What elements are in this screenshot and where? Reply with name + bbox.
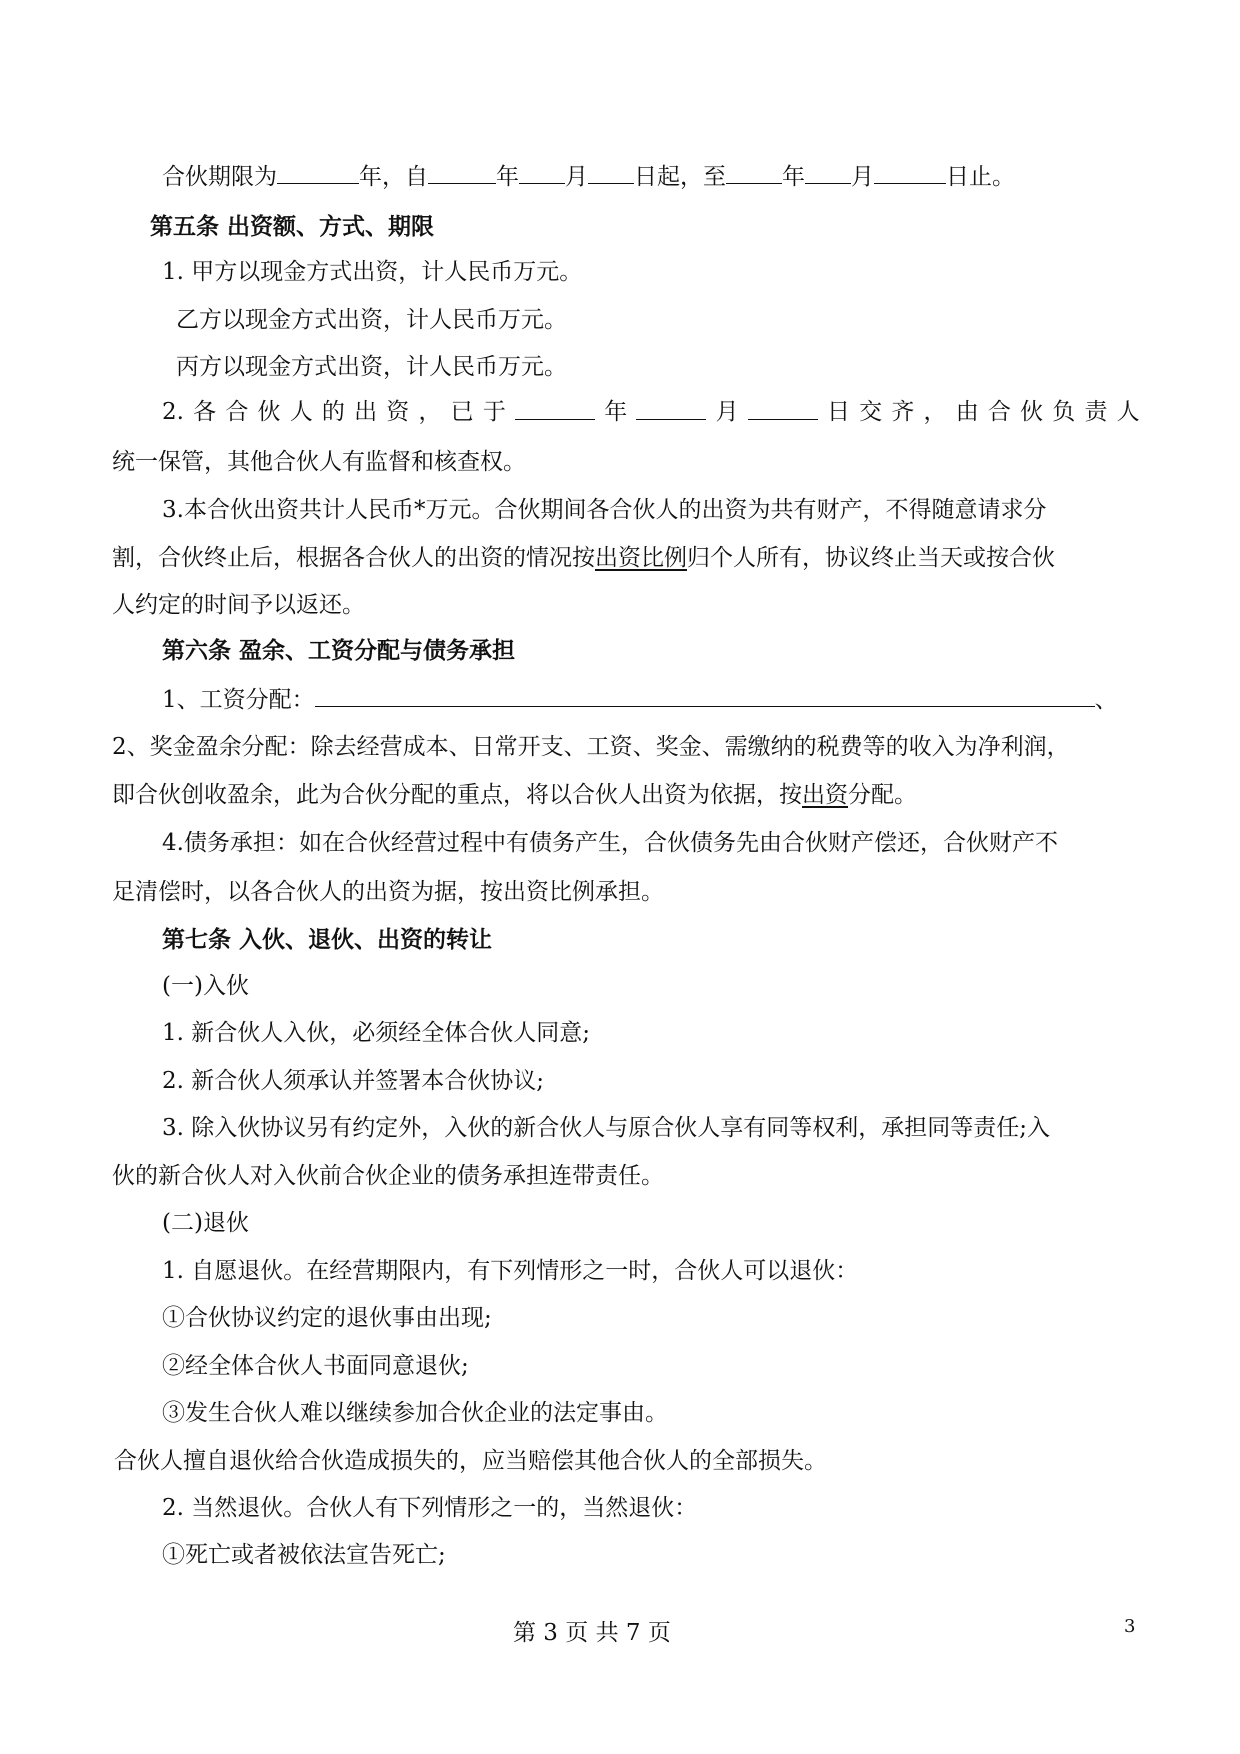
art6-item-2-line1: 2、奖金盈余分配：除去经营成本、日常开支、工资、奖金、需缴纳的税费等的收入为净利润， [112, 734, 1070, 760]
start-month-blank [519, 161, 565, 184]
art5-2-char: 合 [987, 399, 1011, 425]
art5-2-month: 月 [715, 399, 739, 425]
art5-2-char: 由 [955, 399, 979, 425]
art5-2-char: 日 [826, 399, 850, 425]
article-5-title: 第五条 出资额、方式、期限 [150, 213, 435, 240]
art5-2-char: 伙 [257, 399, 281, 425]
art5-2-char: 人 [289, 399, 313, 425]
art7-b-item-1-iii: ③发生合伙人难以继续参加合伙企业的法定事由。 [162, 1400, 668, 1426]
end-year-blank [726, 161, 782, 184]
art7-b-item-1-note: 合伙人擅自退伙给合伙造成损失的，应当赔偿其他合伙人的全部损失。 [114, 1448, 827, 1474]
art5-2-char: 伙 [1020, 399, 1044, 425]
art5-2-char: 2. [162, 399, 184, 425]
art5-2-char: 人 [1116, 399, 1140, 425]
salary-blank [315, 684, 1095, 707]
term-text-g: 月 [851, 164, 874, 190]
art5-2-char: 的 [321, 399, 345, 425]
art5-item-3-line2 [112, 543, 1055, 573]
page-number: 3 [1124, 1616, 1136, 1637]
paid-year-blank [515, 397, 595, 420]
art7-a-item-3-line2: 伙的新合伙人对入伙前合伙企业的债务承担连带责任。 [112, 1163, 664, 1189]
art5-2-year: 年 [604, 399, 628, 425]
term-text-h: 日止。 [946, 164, 1015, 190]
art5-2-char: 交 [859, 399, 883, 425]
art5-2-char: 合 [225, 399, 249, 425]
art6-2-text-a: 即合伙创收盈余，此为合伙分配的重点，将以合伙人出资为依据，按 [112, 782, 802, 808]
art5-2-char: 于 [482, 399, 506, 425]
art5-3-underlined: 出资比例 [595, 545, 687, 571]
art5-2-char: 齐 [891, 399, 915, 425]
art5-item-3-line1: 3.本合伙出资共计人民币*万元。合伙期间各合伙人的出资为共有财产，不得随意请求分 [162, 497, 1047, 523]
term-text-c: 年 [496, 164, 519, 190]
art7-b-item-1-i: ①合伙协议约定的退伙事由出现; [162, 1305, 492, 1331]
art7-a-item-2: 2. 新合伙人须承认并签署本合伙协议; [162, 1068, 545, 1094]
end-day-blank [874, 161, 946, 184]
art5-item-1: 1. 甲方以现金方式出资，计人民币万元。 [162, 259, 583, 285]
term-text-f: 年 [782, 164, 805, 190]
art6-item-4-line1: 4.债务承担：如在合伙经营过程中有债务产生，合伙债务先由合伙财产偿还，合伙财产不 [162, 830, 1058, 856]
art7-a-item-1: 1. 新合伙人入伙，必须经全体合伙人同意; [162, 1020, 591, 1046]
art5-2-char: 出 [354, 399, 378, 425]
paid-day-blank [748, 397, 818, 420]
term-years-blank [277, 161, 359, 184]
art7-b-item-1: 1. 自愿退伙。在经营期限内，有下列情形之一时，合伙人可以退伙： [162, 1258, 859, 1284]
art5-2-char: 责 [1084, 399, 1108, 425]
article-6-title: 第六条 盈余、工资分配与债务承担 [162, 637, 516, 664]
art5-2-char: 已 [450, 399, 474, 425]
art6-2-underlined: 出资 [802, 782, 848, 808]
art7-b-item-2-i: ①死亡或者被依法宣告死亡; [162, 1542, 446, 1568]
art6-item-1 [162, 684, 1118, 715]
art5-2-char: ， [418, 399, 442, 425]
art7-b-item-2: 2. 当然退伙。合伙人有下列情形之一的，当然退伙： [162, 1495, 698, 1521]
art7-section-a: (一)入伙 [162, 973, 249, 999]
end-month-blank [805, 161, 851, 184]
art5-3-text-b: 归个人所有，协议终止当天或按合伙 [687, 545, 1055, 571]
art6-item-4-line2: 足清偿时，以各合伙人的出资为据，按出资比例承担。 [112, 879, 664, 905]
art6-2-text-b: 分配。 [848, 782, 917, 808]
art5-2-char: 负 [1052, 399, 1076, 425]
start-day-blank [588, 161, 634, 184]
page-footer-label: 第 3 页 共 7 页 [513, 1620, 671, 1646]
art5-item-1c: 丙方以现金方式出资，计人民币万元。 [176, 354, 567, 380]
art5-2-char: 资 [386, 399, 410, 425]
term-text-b: 年，自 [359, 164, 428, 190]
term-line [162, 161, 1015, 192]
art6-item-2-line2 [112, 780, 917, 810]
start-year-blank [428, 161, 496, 184]
art5-item-2-line2: 统一保管，其他合伙人有监督和核查权。 [112, 449, 526, 475]
art5-2-char: 各 [193, 399, 217, 425]
art7-a-item-3-line1: 3. 除入伙协议另有约定外，入伙的新合伙人与原合伙人享有同等权利，承担同等责任;入 [162, 1115, 1051, 1141]
term-text-d: 月 [565, 164, 588, 190]
term-text-a: 合伙期限为 [162, 164, 277, 190]
article-7-title: 第七条 入伙、退伙、出资的转让 [162, 926, 493, 953]
art5-2-char: ， [923, 399, 947, 425]
art5-item-3-line3: 人约定的时间予以返还。 [112, 592, 365, 618]
term-text-e: 日起，至 [634, 164, 726, 190]
art5-item-1b: 乙方以现金方式出资，计人民币万元。 [176, 307, 567, 333]
paid-month-blank [636, 397, 706, 420]
art5-3-text-a: 割，合伙终止后，根据各合伙人的出资的情况按 [112, 545, 595, 571]
art7-section-b: (二)退伙 [162, 1210, 249, 1236]
art6-1-end: 、 [1094, 687, 1118, 713]
art5-item-2-line1 [162, 397, 1140, 427]
art7-b-item-1-ii: ②经全体合伙人书面同意退伙; [162, 1353, 469, 1379]
art6-1-label: 1、工资分配： [162, 687, 315, 713]
